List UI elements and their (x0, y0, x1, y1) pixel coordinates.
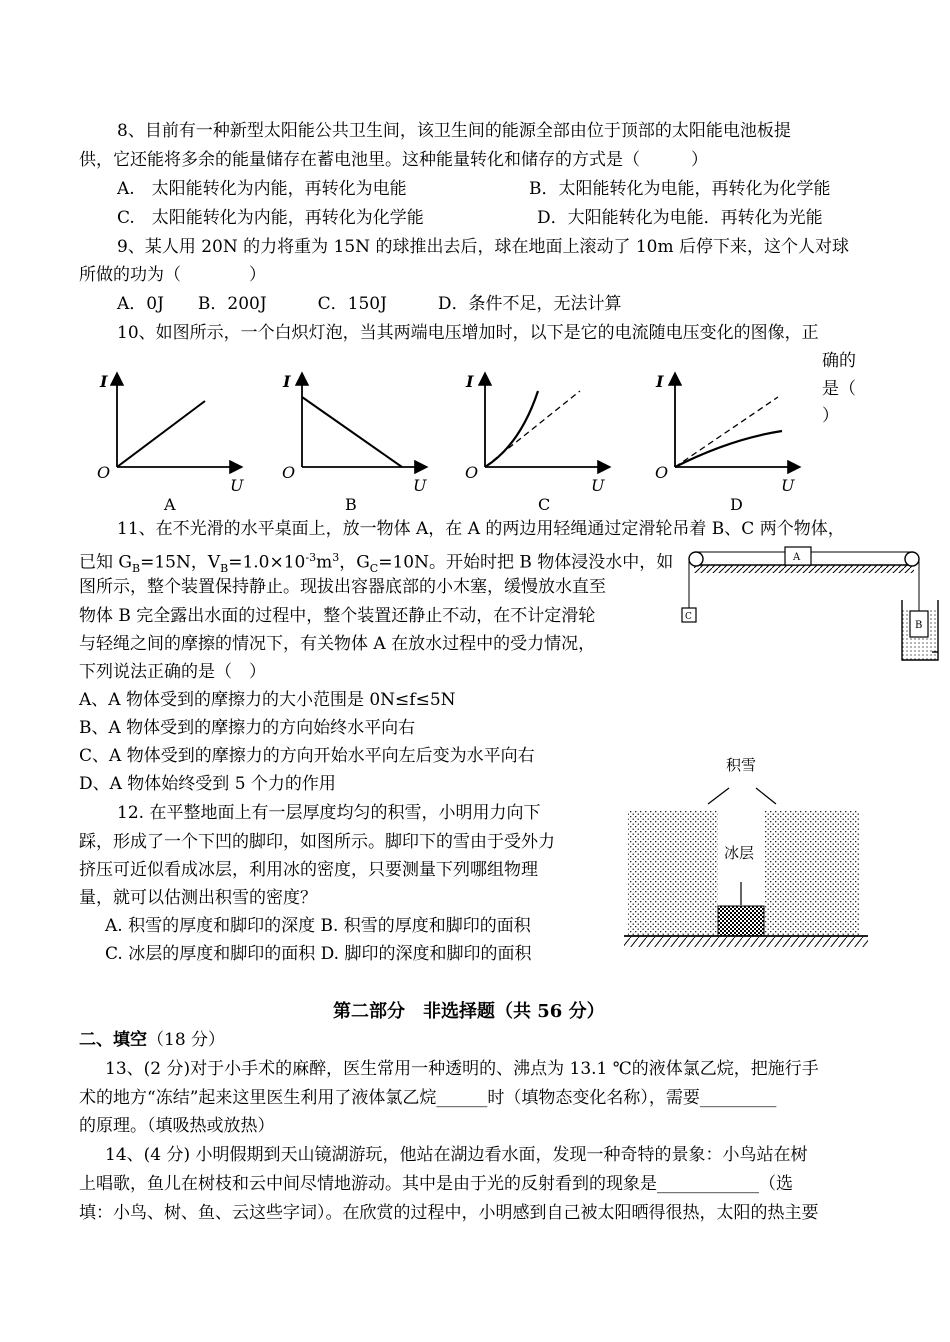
iu-graphs-figure (80, 365, 810, 515)
block-b-label: B (915, 620, 923, 631)
graph-d-origin: O (655, 463, 669, 482)
graph-c-x-label: U (591, 476, 605, 495)
q11-line-3: 图所示，整个装置保持静止。现拔出容器底部的小木塞，缓慢放水直至 (79, 577, 606, 597)
graph-b-x-label: U (413, 476, 427, 495)
section-title: 二、填空 (79, 1030, 147, 1050)
pulley-system-figure (670, 538, 940, 668)
graph-d-y-label: I (656, 372, 664, 391)
q12-options-ab: A. 积雪的厚度和脚印的深度 B. 积雪的厚度和脚印的面积 (105, 916, 531, 936)
part2-title: 第二部分 非选择题（共 56 分） (333, 1001, 605, 1022)
snow-right (764, 810, 860, 936)
block-c-label: C (685, 612, 692, 622)
q10-line-1: 10、如图所示，一个白炽灯泡，当其两端电压增加时，以下是它的电流随电压变化的图像，正 (117, 323, 819, 343)
graph-d-caption: D (730, 495, 743, 514)
graph-c-origin: O (465, 463, 479, 482)
graph-d (655, 372, 798, 514)
left-pulley-icon (689, 552, 703, 566)
q8-option-b: B．太阳能转化为电能，再转化为化学能 (529, 179, 831, 199)
q11-line-6: 下列说法正确的是（ ） (79, 662, 266, 682)
q13-line-3: 的原理。（填吸热或放热） (79, 1116, 275, 1136)
q8-line-2: 供，它还能将多余的能量储存在蓄电池里。这种能量转化和储存的方式是（ ） (79, 150, 708, 170)
section-score: （18 分） (147, 1030, 226, 1050)
q14-line-1: 14、(4 分) 小明假期到天山镜湖游玩，他站在湖边看水面，发现一种奇特的景象：小鸟站在树 (105, 1145, 808, 1165)
graph-b-caption: B (345, 495, 357, 514)
snow-label: 积雪 (726, 756, 757, 774)
snow-footprint-figure (622, 748, 892, 953)
q8-option-c: C. 太阳能转化为内能，再转化为化学能 (117, 208, 424, 228)
graph-b-origin: O (282, 463, 296, 482)
q14-line-2: 上唱歌，鱼儿在树枝和云中间尽情地游动。其中是由于光的反射看到的现象是____________（选 (79, 1174, 793, 1194)
q8-line-1: 8、目前有一种新型太阳能公共卫生间，该卫生间的能源全部由位于顶部的太阳能电池板提 (117, 121, 791, 141)
q12-line-4: 量，就可以估测出积雪的密度？ (79, 888, 317, 908)
q13-line-1: 13、(2 分)对于小手术的麻醉，医生常用一种透明的、沸点为 13.1 ℃的液体氯乙烷，把施行手 (105, 1059, 819, 1079)
graph-c (465, 372, 608, 514)
graph-c-caption: C (538, 495, 551, 514)
q13-line-2: 术的地方“冻结”起来这里医生利用了液体氯乙烷______时（填物态变化名称），需要_________ (79, 1088, 777, 1108)
q10-line-4: ） (822, 406, 839, 426)
q12-options-cd: C. 冰层的厚度和脚印的面积 D. 脚印的深度和脚印的面积 (105, 944, 532, 964)
q11-line-4: 物体 B 完全露出水面的过程中，整个装置还静止不动，在不计定滑轮 (79, 606, 596, 626)
graph-d-x-label: U (781, 476, 795, 495)
block-a-label: A (793, 552, 801, 563)
q10-line-2: 确的 (822, 351, 856, 371)
q12-line-2: 踩，形成了一个下凹的脚印，如图所示。脚印下的雪由于受外力 (79, 832, 555, 852)
graph-a-x-label: U (230, 476, 244, 495)
q11-option-c: C、A 物体受到的摩擦力的方向开始水平向左后变为水平向右 (79, 746, 535, 766)
graph-b (282, 372, 427, 514)
ice-layer (718, 906, 764, 936)
q11-option-d: D、A 物体始终受到 5 个力的作用 (79, 774, 336, 794)
q12-line-3: 挤压可近似看成冰层，利用冰的密度，只要测量下列哪组物理 (79, 860, 538, 880)
graph-a-caption: A (164, 495, 176, 514)
q11-line-1: 11、在不光滑的水平桌面上，放一物体 A，在 A 的两边用轻绳通过定滑轮吊着 B、C 两个物体， (117, 519, 845, 539)
graph-a-y-label: I (100, 372, 108, 391)
q11-line-5: 与轻绳之间的摩擦的情况下，有关物体 A 在放水过程中的受力情况， (79, 634, 596, 654)
graph-a-origin: O (97, 463, 111, 482)
q8-option-d: D．大阳能转化为电能．再转化为光能 (537, 208, 823, 228)
q11-option-b: B、A 物体受到的摩擦力的方向始终水平向右 (79, 718, 416, 738)
q8-option-a: A. 太阳能转化为内能，再转化为电能 (117, 179, 407, 199)
graph-c-y-label: I (466, 372, 474, 391)
q9-line-1: 9、某人用 20N 的力将重为 15N 的球推出去后，球在地面上滚动了 10m 后停下来，这个人对球 (117, 237, 850, 257)
q12-line-1: 12. 在平整地面上有一层厚度均匀的积雪，小明用力向下 (117, 803, 541, 823)
q11-option-a: A、A 物体受到的摩擦力的大小范围是 0N≤f≤5N (79, 690, 456, 710)
section-heading (79, 1028, 225, 1052)
q11-line-2: 已知 $G_B=15N$，$V_B=1.0\times 10^{-3}m^3$，$G_C=10N$。开始时把 B 物体浸没水中，如 (79, 551, 674, 576)
table-surface (694, 565, 914, 573)
q14-line-3: 填：小鸟、树、鱼、云这些字词）。在欣赏的过程中，小明感到自己被太阳晒得很热，太阳的热主要 (79, 1203, 819, 1223)
q10-line-3: 是（ (822, 379, 856, 399)
q9-line-2: 所做的功为（ ） (79, 265, 266, 285)
right-pulley-icon (905, 552, 919, 566)
q9-options: A．0J B．200J C．150J D．条件不足，无法计算 (117, 294, 622, 314)
graph-a (97, 372, 244, 514)
graph-b-y-label: I (283, 372, 291, 391)
ground (624, 937, 868, 947)
ice-label: 冰层 (724, 844, 755, 862)
snow-left (628, 810, 718, 936)
